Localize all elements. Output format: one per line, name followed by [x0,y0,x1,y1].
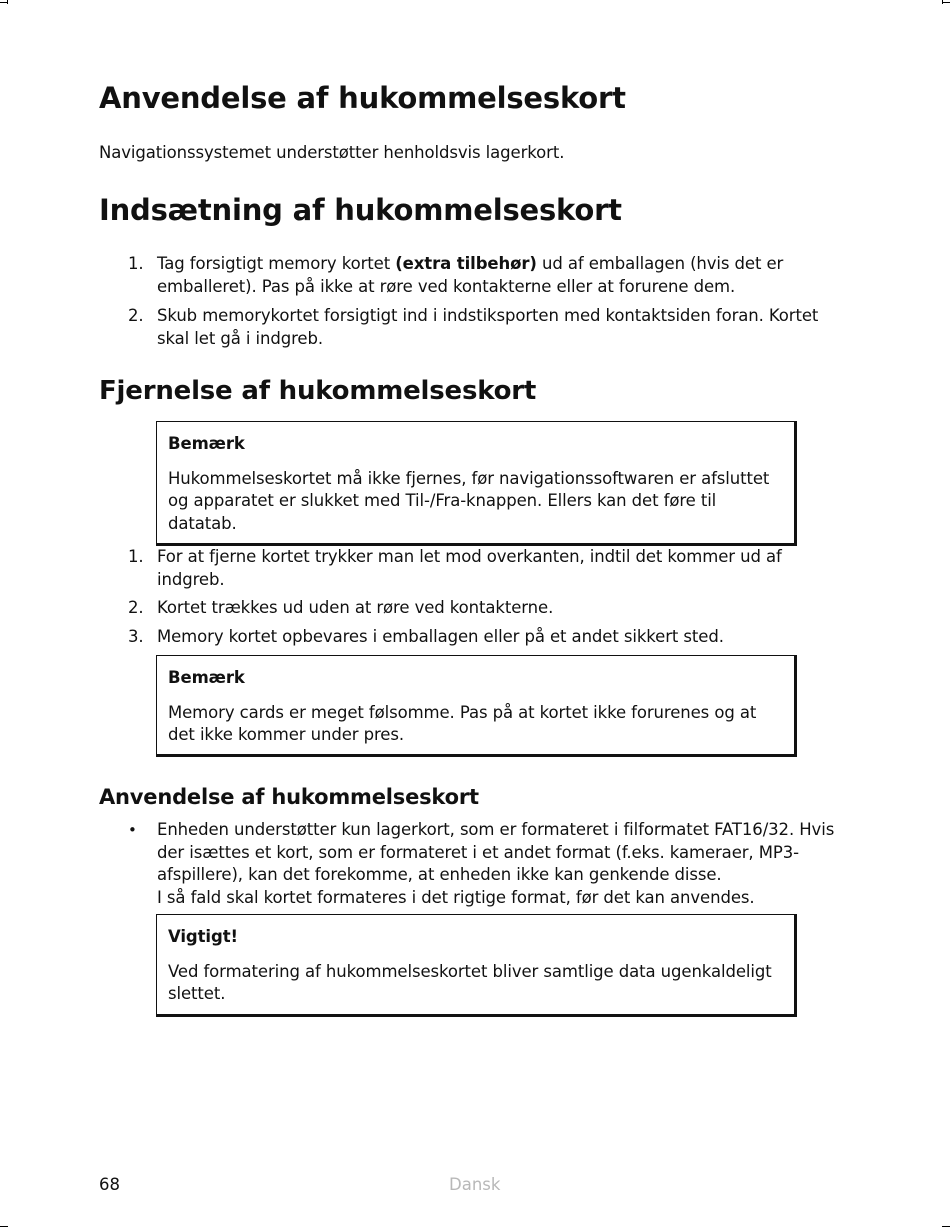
list-text [157,819,848,909]
page-number: 68 [99,1175,120,1194]
crop-mark [942,0,943,4]
crop-mark [942,1226,950,1227]
list-text-part: Enheden understøtter kun lagerkort, som er formateret i filformatet FAT16/32. Hvis der isættes et kort, som er formateret i et andet format (f.eks. kameraer, MP3-afspillere), kan det forekomme, at enheden ikke kan genkende disse. [157,820,835,884]
crop-mark [7,0,8,4]
note-box [156,655,797,757]
list-text: Kortet trækkes ud uden at røre ved kontakterne. [157,598,554,617]
list-number: 1. [128,547,144,566]
list-number: 1. [128,254,144,273]
list-text [157,253,843,298]
list-text-bold: (extra tilbehør) [395,254,537,273]
note-text: Hukommelseskortet må ikke fjernes, før navigationssoftwaren er afsluttet og apparatet er slukket med Til-/Fra-knappen. Ellers kan det føre til datatab. [168,468,770,533]
insert-heading: Indsætning af hukommelseskort [99,193,622,227]
list-item [128,626,843,649]
crop-mark [942,2,950,3]
remove-heading: Fjernelse af hukommelseskort [99,376,537,406]
list-text-part: Tag forsigtigt memory kortet [157,254,396,273]
note-text: Ved formatering af hukommelseskortet bliver samtlige data ugenkaldeligt slettet. [168,961,772,1003]
usage-text: Navigationssystemet understøtter henholdsvis lagerkort. [99,143,565,162]
list-item [128,819,848,909]
note-text: Memory cards er meget følsomme. Pas på at kortet ikke forurenes og at det ikke kommer under pres. [168,702,757,744]
list-text: Skub memorykortet forsigtigt ind i indstiksporten med kontaktsiden foran. Kortet skal let gå i indgreb. [157,306,819,348]
list-number: 2. [128,306,144,325]
list-item [128,253,843,298]
list-item [128,597,843,620]
note-title: Bemærk [168,668,245,687]
list-item [128,305,843,350]
list-number: 2. [128,598,144,617]
list-item [128,546,843,591]
list-text-part: I så fald skal kortet formateres i det rigtige format, før det kan anvendes. [157,887,755,907]
note-box [156,421,797,546]
usage2-heading: Anvendelse af hukommelseskort [99,785,479,809]
list-text-part: ud af emballagen (hvis det er emballeret). Pas på ikke at røre ved kontakterne eller at forurene dem. [157,254,784,296]
note-title: Vigtigt! [168,927,238,946]
footer-language: Dansk [449,1175,501,1194]
usage-heading: Anvendelse af hukommelseskort [99,81,626,115]
note-box [156,914,797,1017]
list-number: 3. [128,627,144,646]
bullet-icon: • [128,821,137,839]
list-text: For at fjerne kortet trykker man let mod overkanten, indtil det kommer ud af indgreb. [157,547,782,589]
note-title: Bemærk [168,434,245,453]
crop-mark [0,1226,8,1227]
list-text: Memory kortet opbevares i emballagen eller på et andet sikkert sted. [157,627,724,646]
